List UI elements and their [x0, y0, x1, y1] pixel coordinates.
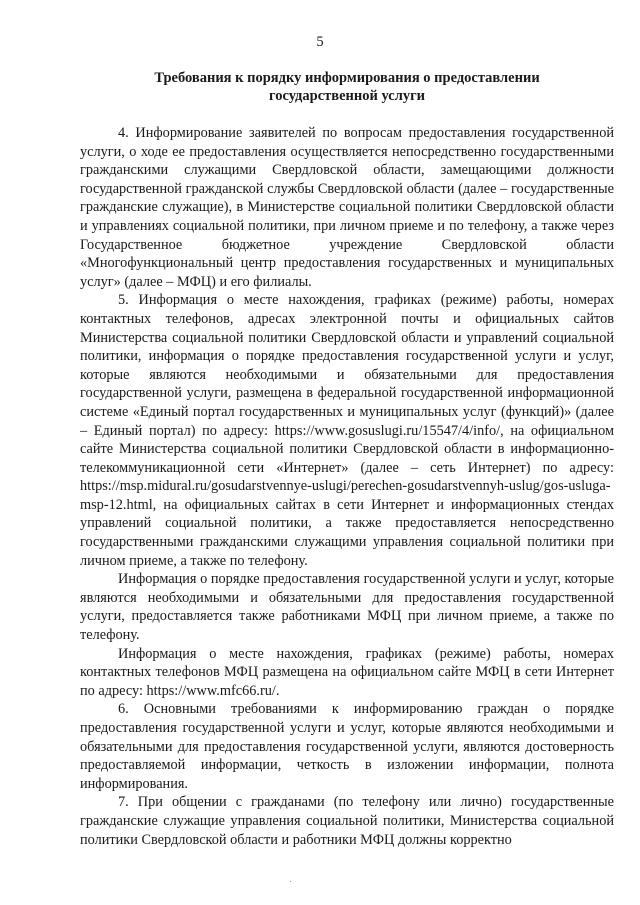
page-number: 5 — [316, 34, 324, 50]
section-heading — [80, 69, 614, 105]
paragraph-5: 5. Информация о месте нахождения, графиках (режиме) работы, номерах контактных телефонов, адресах электронной почты и официальных сайтов Министерства социальной политики Свердловской области и управлений социальной политики, информация о порядке предоставления государственной услуги и услуг, которые являются необходимыми и обязательными для предоставления государственной услуги, размещена в федеральной государственной информационной системе «Единый портал государственных и муниципальных услуг (функций)» (далее – Единый портал) по адресу: https://www.gosuslugi.ru/15547/4/info/, на официальном сайте Министерства социальной политики Свердловской области в информационно-телекоммуникационной сети «Интернет» (далее – сеть Интернет) по адресу: https://msp.midural.ru/gosudarstvennye-uslugi/perechen-gosudarstvennyh-uslug/gos-usluga-msp-12.html, на официальных сайтах в сети Интернет и информационных стендах управлений социальной политики, а также предоставляется непосредственно государственными гражданскими служащими управления социальной политики при личном приеме, а также по телефону. — [80, 292, 614, 569]
paragraph-6: 6. Основными требованиями к информированию граждан о порядке предоставления государственной услуги и услуг, которые являются необходимыми и обязательными для предоставления государственной услуги, являются достоверность предоставляемой информации, четкость в изложении информации, полнота информирования. — [80, 701, 614, 792]
paragraph-4: 4. Информирование заявителей по вопросам предоставления государственной услуги, о ходе ее предоставления осуществляется непосредственно государственными гражданскими служащими Свердловской области, замещающими должности государственной гражданской службы Свердловской области (далее – государственные гражданские служащие), в Министерстве социальной политики Свердловской области и управлениях социальной политики, при личном приеме и по телефону, а также через Государственное бюджетное учреждение Свердловской области «Многофункциональный центр предоставления государственных и муниципальных услуг» (далее – МФЦ) и его филиалы. — [80, 125, 614, 290]
section-heading-line-1: Требования к порядку информирования о предоставлении — [154, 70, 540, 86]
paragraph-7: 7. При общении с гражданами (по телефону или лично) государственные гражданские служащие управления социальной политики, Министерства социальной политики Свердловской области и работники МФЦ должны корректно — [80, 794, 614, 848]
paragraph-5-mfc-location: Информация о месте нахождения, графиках (режиме) работы, номерах контактных телефонов МФЦ размещена на официальном сайте МФЦ в сети Интернет по адресу: https://www.mfc66.ru/. — [80, 645, 614, 699]
paragraph-5-mfc-info: Информация о порядке предоставления государственной услуги и услуг, которые являются необходимыми и обязательными для предоставления государственной услуги, предоставляется также работниками МФЦ при личном приеме, а также по телефону. — [80, 571, 614, 644]
scan-speck — [290, 881, 291, 882]
body-text — [80, 124, 614, 849]
section-heading-line-2: государственной услуги — [268, 88, 426, 104]
